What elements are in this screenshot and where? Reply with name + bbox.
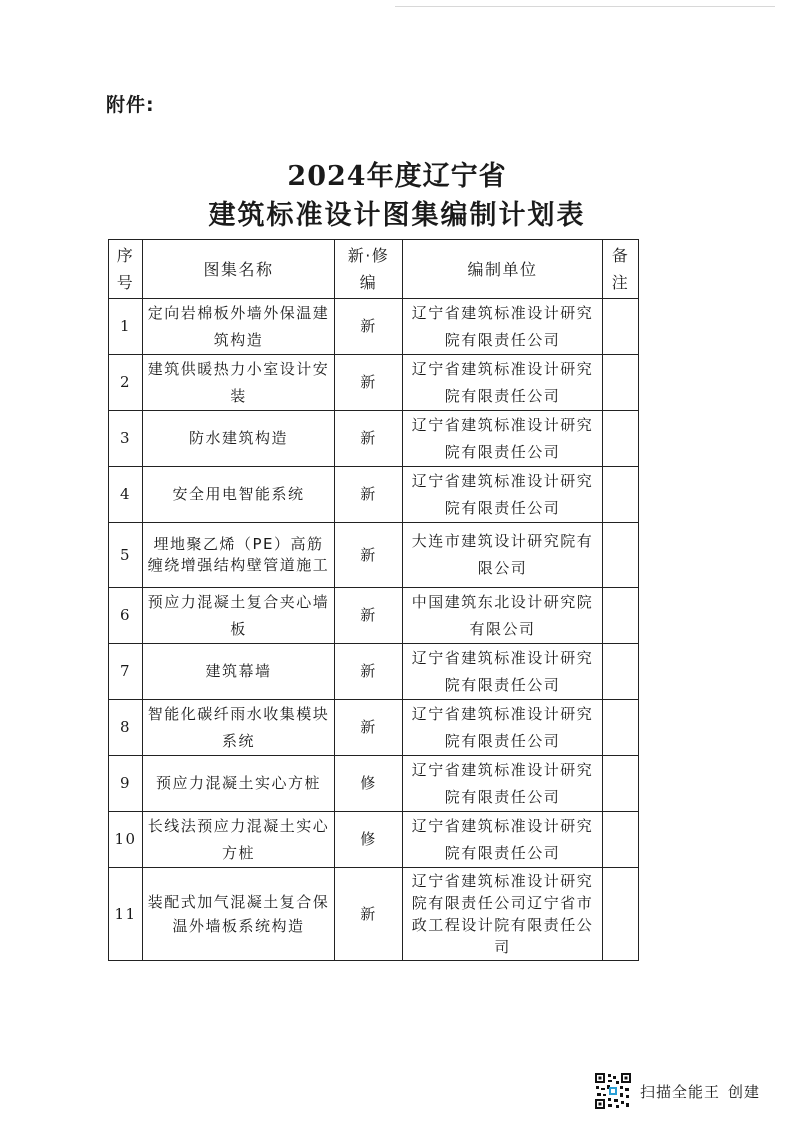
row-name: 长线法预应力混凝土实心方桩 [143, 812, 335, 868]
row-unit: 辽宁省建筑标准设计研究院有限责任公司 [403, 644, 603, 700]
row-note [603, 299, 639, 355]
row-note [603, 588, 639, 644]
row-seq: 9 [109, 756, 143, 812]
scan-edge-line [395, 6, 775, 7]
row-unit: 辽宁省建筑标准设计研究院有限责任公司 [403, 812, 603, 868]
row-name: 预应力混凝土实心方桩 [143, 756, 335, 812]
row-type: 新 [335, 868, 403, 961]
row-name: 装配式加气混凝土复合保温外墙板系统构造 [143, 868, 335, 961]
row-type: 新 [335, 355, 403, 411]
row-note [603, 467, 639, 523]
table-row [109, 299, 639, 355]
table-header-row [109, 240, 639, 299]
row-type: 新 [335, 299, 403, 355]
scanner-brand-action: 创建 [728, 1082, 761, 1101]
row-note [603, 411, 639, 467]
row-seq: 11 [109, 868, 143, 961]
row-type: 新 [335, 588, 403, 644]
row-note [603, 868, 639, 961]
row-type: 新 [335, 467, 403, 523]
row-note [603, 756, 639, 812]
row-seq: 7 [109, 644, 143, 700]
row-seq: 4 [109, 467, 143, 523]
row-seq: 1 [109, 299, 143, 355]
header-note: 备注 [603, 240, 639, 299]
row-name: 预应力混凝土复合夹心墙板 [143, 588, 335, 644]
row-unit: 中国建筑东北设计研究院有限公司 [403, 588, 603, 644]
row-name: 埋地聚乙烯（PE）高筋缠绕增强结构壁管道施工 [143, 523, 335, 588]
page-title-line2: 建筑标准设计图集编制计划表 [208, 200, 586, 231]
row-note [603, 355, 639, 411]
row-name: 定向岩棉板外墙外保温建筑构造 [143, 299, 335, 355]
row-unit: 辽宁省建筑标准设计研究院有限责任公司 [403, 700, 603, 756]
table-row [109, 700, 639, 756]
table-row [109, 756, 639, 812]
plan-table [108, 239, 639, 961]
row-seq: 10 [109, 812, 143, 868]
page-title-line1: 2024年度辽宁省 [287, 161, 507, 192]
attachment-label: 附件: [106, 94, 155, 116]
table-row [109, 467, 639, 523]
row-seq: 3 [109, 411, 143, 467]
scanner-brand-name: 扫描全能王 [640, 1082, 721, 1101]
header-unit: 编制单位 [403, 240, 603, 299]
row-unit: 大连市建筑设计研究院有限公司 [403, 523, 603, 588]
row-type: 修 [335, 812, 403, 868]
table-row [109, 588, 639, 644]
row-note [603, 644, 639, 700]
table-row [109, 868, 639, 961]
scanner-brand-text [640, 1081, 760, 1102]
row-name: 防水建筑构造 [143, 411, 335, 467]
row-type: 新 [335, 523, 403, 588]
row-unit: 辽宁省建筑标准设计研究院有限责任公司辽宁省市政工程设计院有限责任公司 [403, 868, 603, 961]
row-seq: 5 [109, 523, 143, 588]
row-unit: 辽宁省建筑标准设计研究院有限责任公司 [403, 467, 603, 523]
header-seq: 序号 [109, 240, 143, 299]
row-name: 安全用电智能系统 [143, 467, 335, 523]
row-name: 智能化碳纤雨水收集模块系统 [143, 700, 335, 756]
row-name: 建筑幕墙 [143, 644, 335, 700]
row-type: 新 [335, 644, 403, 700]
row-note [603, 700, 639, 756]
row-name: 建筑供暖热力小室设计安装 [143, 355, 335, 411]
row-unit: 辽宁省建筑标准设计研究院有限责任公司 [403, 355, 603, 411]
header-type: 新·修编 [335, 240, 403, 299]
table-row [109, 644, 639, 700]
table-row [109, 411, 639, 467]
row-unit: 辽宁省建筑标准设计研究院有限责任公司 [403, 411, 603, 467]
table-row [109, 355, 639, 411]
row-note [603, 812, 639, 868]
row-type: 修 [335, 756, 403, 812]
row-unit: 辽宁省建筑标准设计研究院有限责任公司 [403, 299, 603, 355]
row-unit: 辽宁省建筑标准设计研究院有限责任公司 [403, 756, 603, 812]
row-type: 新 [335, 411, 403, 467]
qr-code-icon [594, 1072, 632, 1110]
table-row [109, 812, 639, 868]
row-seq: 6 [109, 588, 143, 644]
scanner-watermark [594, 1072, 760, 1110]
row-seq: 2 [109, 355, 143, 411]
table-row [109, 523, 639, 588]
row-seq: 8 [109, 700, 143, 756]
row-note [603, 523, 639, 588]
header-name: 图集名称 [143, 240, 335, 299]
row-type: 新 [335, 700, 403, 756]
